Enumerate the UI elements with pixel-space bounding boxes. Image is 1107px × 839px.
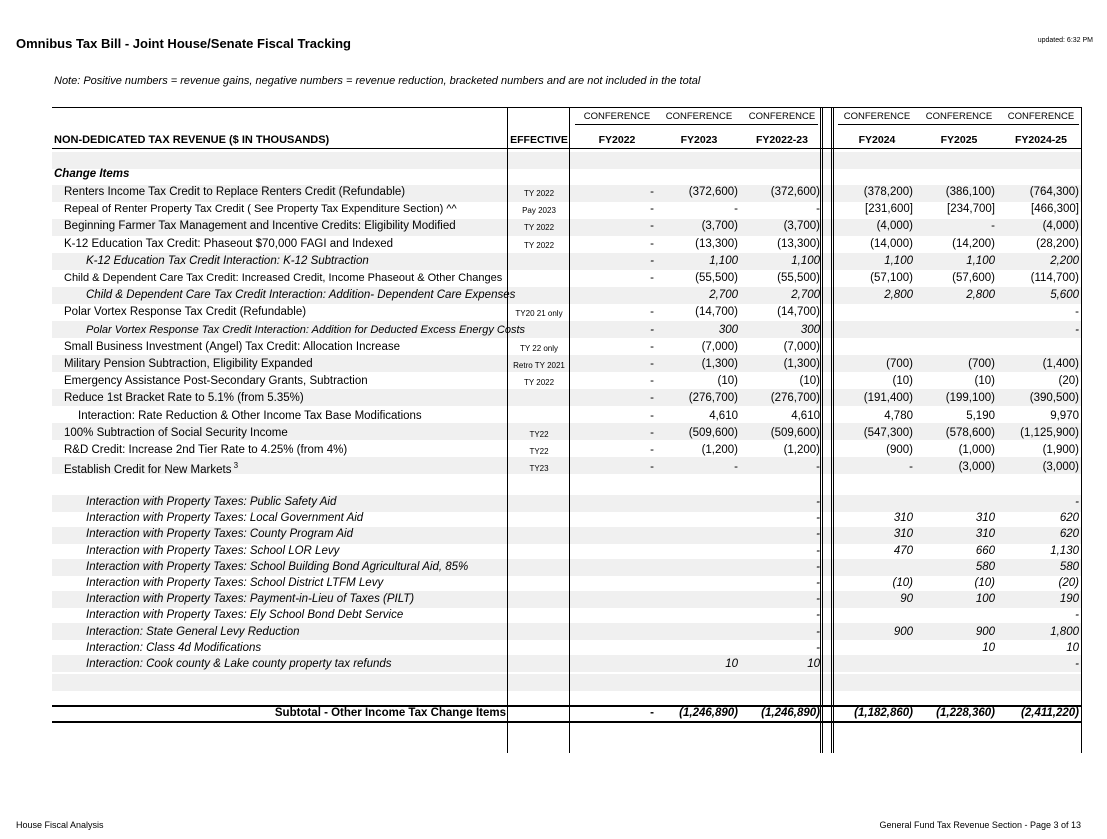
cell-value: (57,600) <box>952 272 995 284</box>
cell-value: 1,100 <box>709 254 738 267</box>
cell-value: (276,700) <box>770 392 820 405</box>
cell-value: (276,700) <box>688 392 738 405</box>
cell-value: (199,100) <box>945 392 995 405</box>
cell-value: 580 <box>1059 560 1079 573</box>
subtotal-label: Subtotal - Other Income Tax Change Items <box>274 707 506 719</box>
cell-value: 2,700 <box>791 289 820 302</box>
cell-value: [466,300] <box>1031 203 1079 216</box>
cell-value: - <box>1075 306 1079 319</box>
cell-value: (7,000) <box>783 340 820 353</box>
cell-value: (10) <box>799 375 820 388</box>
cell-value: (390,500) <box>1029 392 1079 405</box>
cell-value: 900 <box>975 625 995 638</box>
cell-value: (10) <box>974 577 995 589</box>
cell-value: (14,700) <box>695 306 738 319</box>
fiscal-year-header: FY2025 <box>940 134 978 146</box>
effective-date: TY23 <box>529 464 549 474</box>
cell-value: - <box>650 237 654 250</box>
subheader-line <box>575 124 818 125</box>
row-label: Child & Dependent Care Tax Credit: Increased Credit, Income Phaseout & Other Changes <box>64 272 503 284</box>
interaction-row-label: Interaction with Property Taxes: Local Government Aid <box>86 512 364 525</box>
subtotal-value: - <box>650 707 654 719</box>
row-shading <box>52 152 1081 169</box>
row-label: Emergency Assistance Post-Secondary Grants, Subtraction <box>64 375 368 388</box>
subtotal-bottom-line <box>52 721 1082 723</box>
cell-value: (28,200) <box>1036 237 1079 250</box>
cell-value: (578,600) <box>945 426 995 439</box>
header-top-line <box>52 107 1082 108</box>
row-label: K-12 Education Tax Credit: Phaseout $70,000 FAGI and Indexed <box>64 237 394 250</box>
cell-value: 310 <box>975 512 995 525</box>
cell-value: 10 <box>982 641 995 654</box>
row-label: Establish Credit for New Markets $^3$ <box>64 461 239 477</box>
row-label: Interaction: Rate Reduction & Other Income Tax Base Modifications <box>78 409 422 422</box>
cell-value: [231,600] <box>865 203 913 216</box>
cell-value: - <box>816 609 820 622</box>
conference-header: CONFERENCE <box>1007 111 1075 122</box>
cell-value: 5,190 <box>966 409 995 422</box>
cell-value: 1,100 <box>791 254 820 267</box>
interaction-row-label: Interaction with Property Taxes: Payment-in-Lieu of Taxes (PILT) <box>86 593 415 606</box>
cell-value: (509,600) <box>770 426 820 439</box>
cell-value: (3,700) <box>701 220 738 233</box>
cell-value: - <box>650 426 654 439</box>
cell-value: - <box>816 496 820 508</box>
cell-value: 580 <box>975 560 995 573</box>
cell-value: 310 <box>975 528 995 541</box>
cell-value: - <box>816 593 820 606</box>
cell-value: (700) <box>886 358 913 370</box>
cell-value: 1,100 <box>884 254 913 267</box>
row-label: R&D Credit: Increase 2nd Tier Rate to 4.25% (from 4%) <box>64 444 348 456</box>
cell-value: - <box>1075 496 1079 508</box>
subtotal-value: (1,228,360) <box>936 707 995 719</box>
cell-value: - <box>650 306 654 319</box>
cell-value: (1,900) <box>1042 444 1079 456</box>
cell-value: - <box>650 323 654 336</box>
cell-value: - <box>650 358 654 370</box>
cell-value: (900) <box>886 444 913 456</box>
effective-date: TY22 <box>529 429 549 439</box>
cell-value: 1,100 <box>966 254 995 267</box>
cell-value: (10) <box>717 375 738 388</box>
cell-value: - <box>650 409 654 422</box>
cell-value: (13,300) <box>777 237 820 250</box>
section-heading: NON-DEDICATED TAX REVENUE ($ IN THOUSANDS) <box>54 134 330 146</box>
row-label: Polar Vortex Response Tax Credit Interaction: Addition for Deducted Excess Energy Costs <box>86 323 525 336</box>
cell-value: 100 <box>975 593 995 606</box>
row-label: 100% Subtraction of Social Security Income <box>64 426 288 439</box>
cell-value: - <box>650 203 654 216</box>
interaction-row-label: Interaction: Cook county & Lake county property tax refunds <box>86 658 392 670</box>
cell-value: 4,610 <box>709 409 738 422</box>
row-label: Child & Dependent Care Tax Credit Interaction: Addition- Dependent Care Expenses <box>86 289 516 302</box>
cell-value: (10) <box>892 577 913 589</box>
cell-value: [234,700] <box>947 203 995 216</box>
cell-value: 900 <box>893 625 913 638</box>
cell-value: (547,300) <box>863 426 913 439</box>
conference-header: CONFERENCE <box>748 111 816 122</box>
cell-value: - <box>1075 323 1079 336</box>
cell-value: 1,130 <box>1050 544 1079 557</box>
cell-value: - <box>816 641 820 654</box>
cell-value: (372,600) <box>688 186 738 198</box>
interaction-row-label: Interaction with Property Taxes: School LOR Levy <box>86 544 340 557</box>
cell-value: (509,600) <box>688 426 738 439</box>
cell-value: - <box>1075 609 1079 622</box>
cell-value: 10 <box>1066 641 1079 654</box>
interaction-row-label: Interaction with Property Taxes: Ely School Bond Debt Service <box>86 609 404 622</box>
cell-value: 620 <box>1059 512 1079 525</box>
cell-value: - <box>650 220 654 233</box>
cell-value: (378,200) <box>863 186 913 198</box>
row-label: Polar Vortex Response Tax Credit (Refundable) <box>64 306 307 319</box>
header-bottom-line <box>52 148 1082 149</box>
cell-value: (191,400) <box>863 392 913 405</box>
fiscal-year-header: FY2022-23 <box>756 134 808 146</box>
row-label: Beginning Farmer Tax Management and Incentive Credits: Eligibility Modified <box>64 220 456 233</box>
cell-value: 2,800 <box>966 289 995 302</box>
cell-value: (3,700) <box>783 220 820 233</box>
cell-value: - <box>816 461 820 474</box>
cell-value: - <box>650 340 654 353</box>
cell-value: - <box>650 444 654 456</box>
cell-value: (14,700) <box>777 306 820 319</box>
cell-value: 10 <box>725 658 738 670</box>
cell-value: (1,300) <box>783 358 820 370</box>
effective-date: TY22 <box>529 447 549 456</box>
fiscal-year-header: FY2023 <box>680 134 718 146</box>
cell-value: 310 <box>893 528 913 541</box>
row-label: Reduce 1st Bracket Rate to 5.1% (from 5.35%) <box>64 392 304 405</box>
interaction-row-label: Interaction: State General Levy Reduction <box>86 625 300 638</box>
subtotal-value: (2,411,220) <box>1021 707 1079 719</box>
cell-value: - <box>816 625 820 638</box>
cell-value: (14,200) <box>952 237 995 250</box>
effective-header: EFFECTIVE <box>510 134 568 146</box>
column-divider <box>507 107 508 753</box>
cell-value: - <box>816 577 820 589</box>
cell-value: 2,700 <box>709 289 738 302</box>
row-label: Military Pension Subtraction, Eligibility Expanded <box>64 358 313 370</box>
cell-value: 310 <box>893 512 913 525</box>
cell-value: (20) <box>1058 375 1079 388</box>
cell-value: 90 <box>900 593 913 606</box>
row-label: Small Business Investment (Angel) Tax Credit: Allocation Increase <box>64 340 400 353</box>
cell-value: (55,500) <box>695 272 738 284</box>
fiscal-year-header: FY2024 <box>858 134 896 146</box>
cell-value: (114,700) <box>1030 272 1079 284</box>
row-label: K-12 Education Tax Credit Interaction: K-12 Subtraction <box>86 254 369 267</box>
cell-value: 1,800 <box>1050 625 1079 638</box>
page-title: Omnibus Tax Bill - Joint House/Senate Fiscal Tracking <box>16 36 351 51</box>
cell-value: 9,970 <box>1050 409 1079 422</box>
subtotal-value: (1,182,860) <box>854 707 913 719</box>
cell-value: (1,300) <box>701 358 738 370</box>
cell-value: 660 <box>975 544 995 557</box>
cell-value: 4,610 <box>791 409 820 422</box>
subheader-line <box>838 124 1079 125</box>
cell-value: - <box>909 461 913 474</box>
cell-value: (764,300) <box>1029 186 1079 198</box>
cell-value: (10) <box>892 375 913 388</box>
cell-value: (1,400) <box>1042 358 1079 370</box>
cell-value: (1,125,900) <box>1020 426 1079 439</box>
effective-date: TY 2022 <box>523 240 555 250</box>
cell-value: (1,000) <box>958 444 995 456</box>
change-items-heading: Change Items <box>54 168 130 180</box>
cell-value: (14,000) <box>870 237 913 250</box>
cell-value: 2,200 <box>1050 254 1079 267</box>
row-label: Renters Income Tax Credit to Replace Renters Credit (Refundable) <box>64 186 406 198</box>
cell-value: (3,000) <box>1042 461 1079 474</box>
cell-value: (13,300) <box>695 237 738 250</box>
cell-value: 470 <box>893 544 913 557</box>
cell-value: (20) <box>1058 577 1079 589</box>
cell-value: 300 <box>800 323 820 336</box>
conference-header: CONFERENCE <box>843 111 911 122</box>
cell-value: - <box>650 375 654 388</box>
updated-timestamp: updated: 6:32 PM <box>1037 37 1093 44</box>
cell-value: - <box>991 220 995 233</box>
subtotal-value: (1,246,890) <box>679 707 738 719</box>
cell-value: (7,000) <box>701 340 738 353</box>
effective-date: TY 2022 <box>523 189 555 198</box>
cell-value: - <box>1075 658 1079 670</box>
conference-header: CONFERENCE <box>665 111 733 122</box>
effective-date: TY20 21 only <box>515 309 563 319</box>
interaction-row-label: Interaction: Class 4d Modifications <box>86 641 262 654</box>
note: Note: Positive numbers = revenue gains, negative numbers = revenue reduction, bracketed numbers and are not included in the total <box>54 75 701 87</box>
conference-header: CONFERENCE <box>583 111 651 122</box>
cell-value: - <box>650 254 654 267</box>
fiscal-year-header: FY2024-25 <box>1015 134 1067 146</box>
cell-value: - <box>816 203 820 216</box>
cell-value: 10 <box>807 658 820 670</box>
cell-value: - <box>816 560 820 573</box>
cell-value: 4,780 <box>884 409 913 422</box>
cell-value: - <box>816 528 820 541</box>
effective-date: Retro TY 2021 <box>513 361 565 370</box>
column-divider <box>1081 107 1082 753</box>
cell-value: (10) <box>974 375 995 388</box>
cell-value: - <box>816 512 820 525</box>
cell-value: - <box>734 203 738 216</box>
interaction-row-label: Interaction with Property Taxes: School Building Bond Agricultural Aid, 85% <box>86 560 469 573</box>
interaction-row-label: Interaction with Property Taxes: Public Safety Aid <box>86 496 337 508</box>
cell-value: 5,600 <box>1050 289 1079 302</box>
footer-page-number: General Fund Tax Revenue Section - Page 3 of 13 <box>879 820 1081 830</box>
cell-value: - <box>650 461 654 474</box>
row-shading <box>52 674 1081 691</box>
effective-date: TY 22 only <box>519 343 559 353</box>
cell-value: (4,000) <box>1042 220 1079 233</box>
effective-date: Pay 2023 <box>522 206 556 216</box>
interaction-row-label: Interaction with Property Taxes: County Program Aid <box>86 528 353 541</box>
cell-value: (372,600) <box>770 186 820 198</box>
fiscal-year-header: FY2022 <box>598 134 636 146</box>
subtotal-value: (1,246,890) <box>761 707 820 719</box>
cell-value: 620 <box>1059 528 1079 541</box>
cell-value: (4,000) <box>876 220 913 233</box>
conference-header: CONFERENCE <box>925 111 993 122</box>
effective-date: TY 2022 <box>523 378 555 388</box>
cell-value: (57,100) <box>870 272 913 284</box>
cell-value: (3,000) <box>958 461 995 474</box>
cell-value: (55,500) <box>777 272 820 284</box>
cell-value: - <box>650 272 654 284</box>
cell-value: - <box>650 392 654 405</box>
cell-value: - <box>734 461 738 474</box>
footnote-marker: 3 <box>231 461 239 471</box>
cell-value: (1,200) <box>783 444 820 456</box>
cell-value: 190 <box>1059 593 1079 606</box>
interaction-row-label: Interaction with Property Taxes: School District LTFM Levy <box>86 577 384 589</box>
footer-left: House Fiscal Analysis <box>16 820 104 830</box>
row-label: Repeal of Renter Property Tax Credit ( See Property Tax Expenditure Section) ^^ <box>64 203 457 216</box>
cell-value: 300 <box>718 323 738 336</box>
cell-value: (1,200) <box>701 444 738 456</box>
cell-value: - <box>816 544 820 557</box>
cell-value: - <box>650 186 654 198</box>
cell-value: 2,800 <box>884 289 913 302</box>
cell-value: (700) <box>968 358 995 370</box>
effective-date: TY 2022 <box>523 223 555 233</box>
cell-value: (386,100) <box>945 186 995 198</box>
